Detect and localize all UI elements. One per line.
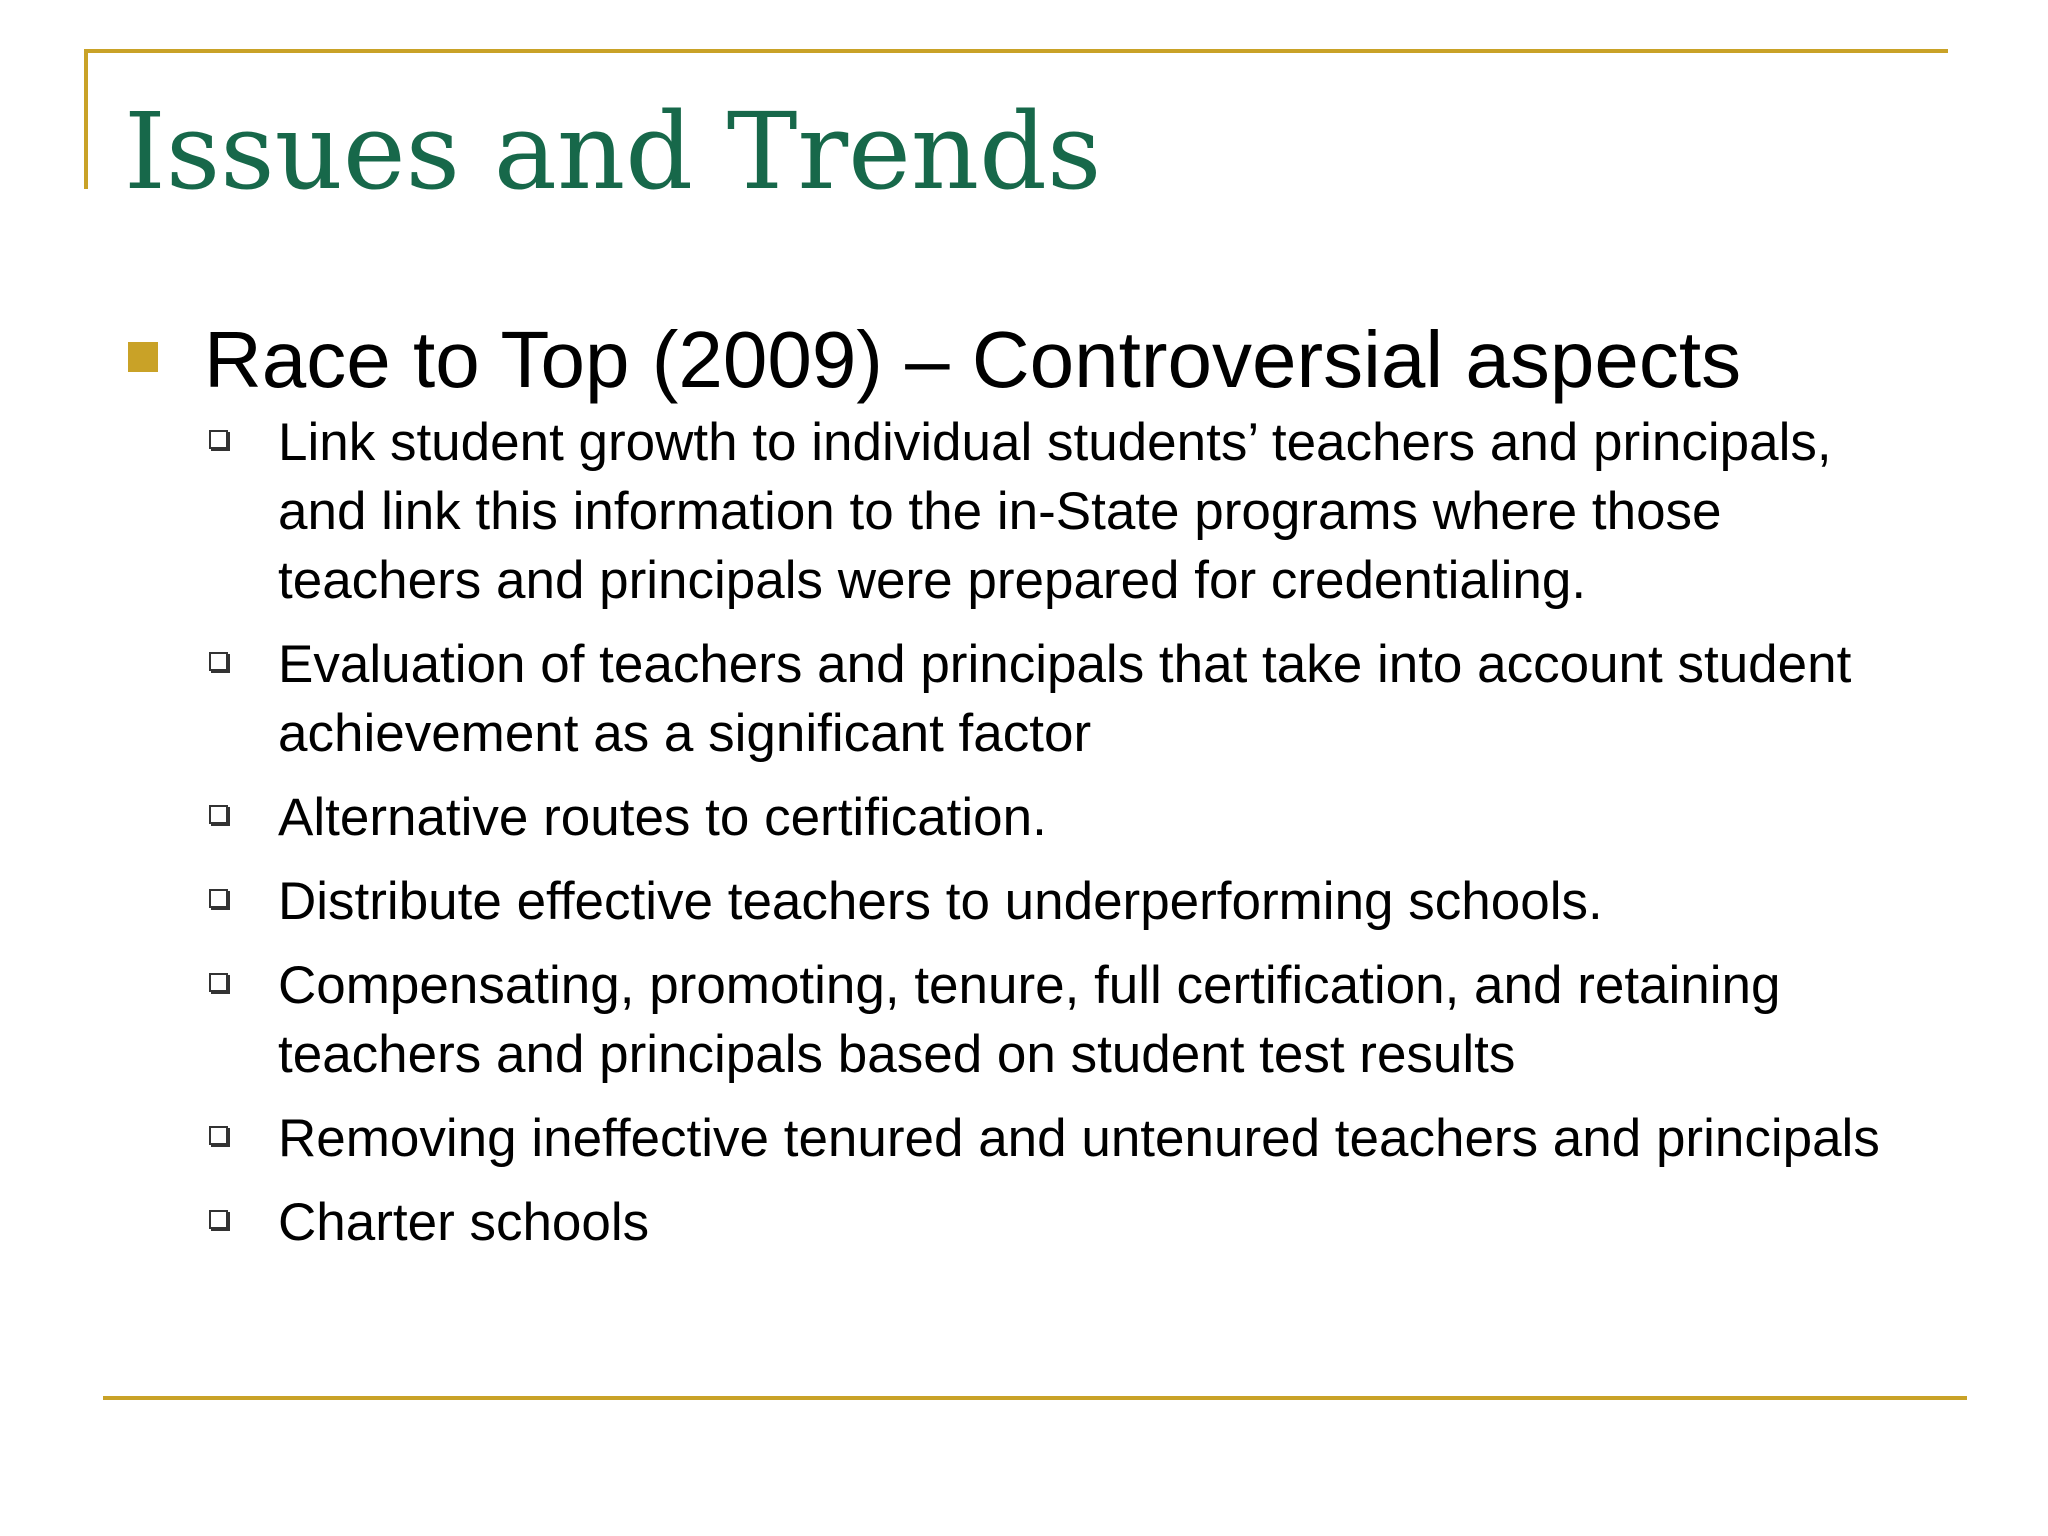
sub-bullet-item: [204, 783, 1924, 852]
sub-bullet-text: Distribute effective teachers to underperforming schools.: [278, 872, 1603, 931]
sub-bullet-text: Compensating, promoting, tenure, full certification, and retaining teachers and principals based on student test results: [278, 956, 1781, 1084]
checkbox-bullet-icon: [209, 889, 228, 908]
sub-bullet-item: [204, 867, 1924, 936]
checkbox-bullet-icon: [209, 805, 228, 824]
main-bullet: [128, 312, 1948, 408]
top-rule: [84, 49, 1948, 53]
sub-bullet-text: Removing ineffective tenured and untenured teachers and principals: [278, 1109, 1880, 1168]
slide-title: Issues and Trends: [124, 90, 1102, 213]
sub-bullet-text: Charter schools: [278, 1193, 650, 1252]
sub-bullet-text: Link student growth to individual students’ teachers and principals, and link this information to the in-State programs where those teachers and principals were prepared for credentialing.: [278, 413, 1832, 610]
sub-bullet-item: [204, 951, 1924, 1089]
checkbox-bullet-icon: [209, 652, 228, 671]
square-bullet-icon: [128, 342, 158, 372]
sub-bullet-list: [204, 408, 1924, 1257]
checkbox-bullet-icon: [209, 973, 228, 992]
sub-bullet-item: [204, 1188, 1924, 1257]
sub-bullet-text: Evaluation of teachers and principals that take into account student achievement as a significant factor: [278, 635, 1852, 763]
left-rule: [84, 49, 88, 189]
checkbox-bullet-icon: [209, 430, 228, 449]
sub-bullet-item: [204, 630, 1924, 768]
sub-bullet-text: Alternative routes to certification.: [278, 788, 1047, 847]
checkbox-bullet-icon: [209, 1126, 228, 1145]
sub-bullet-item: [204, 1104, 1924, 1173]
bottom-rule: [103, 1396, 1967, 1400]
checkbox-bullet-icon: [209, 1210, 228, 1229]
main-bullet-text: Race to Top (2009) – Controversial aspects: [204, 315, 1742, 404]
slide-content: [128, 312, 1948, 1272]
sub-bullet-item: [204, 408, 1924, 615]
